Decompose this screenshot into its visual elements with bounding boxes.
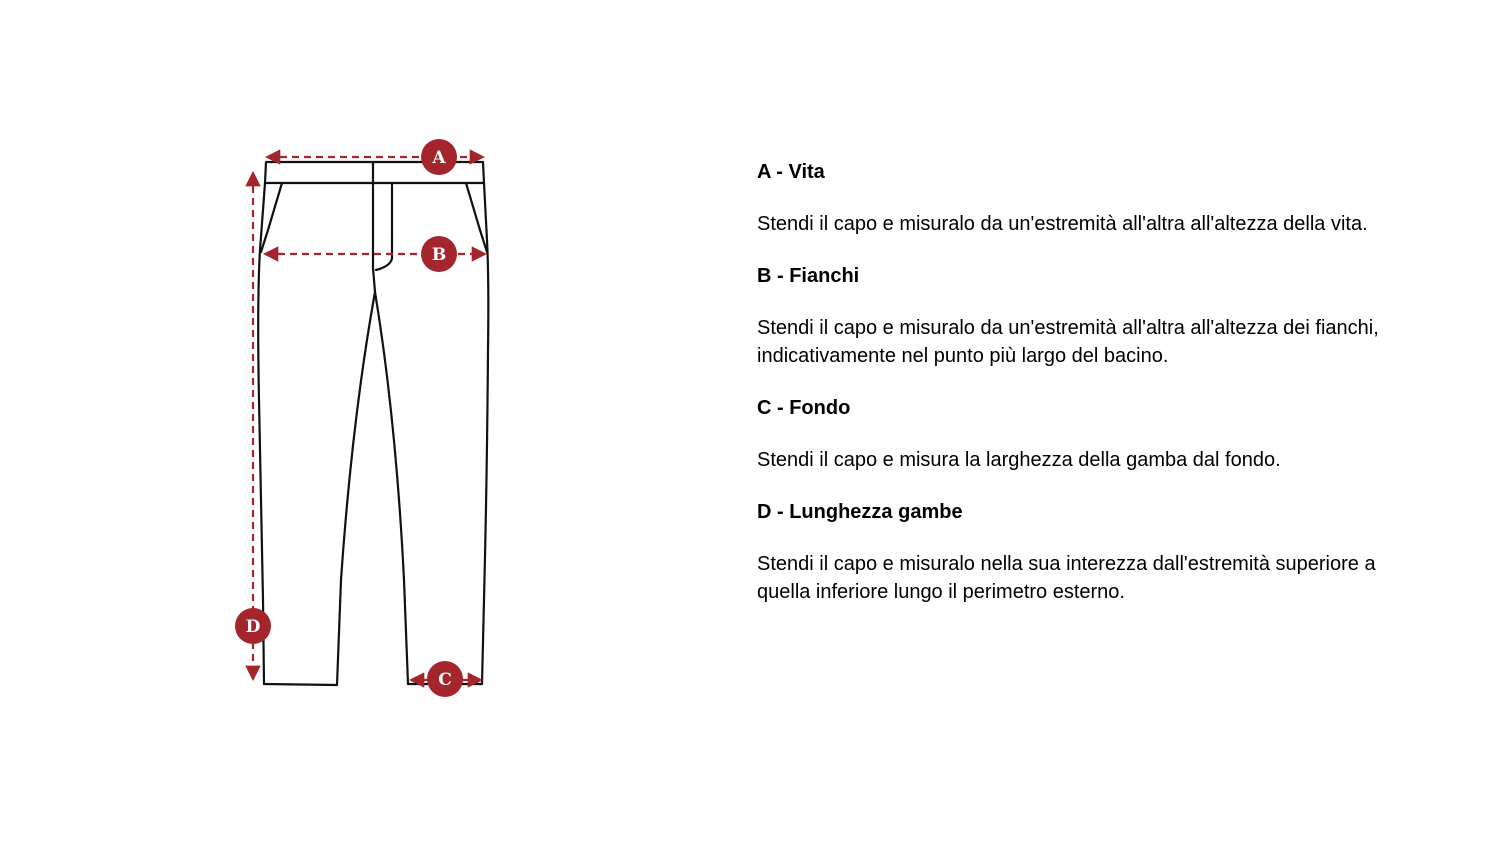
section-hips [757, 262, 1417, 370]
fly-stitch [376, 183, 392, 270]
left-inseam [337, 292, 375, 685]
badge-c [427, 661, 463, 697]
left-hem [264, 684, 337, 685]
right-outer-seam [482, 183, 488, 684]
section-heading: D - Lunghezza gambe [757, 501, 963, 523]
pants-outline [258, 162, 488, 685]
section-waist [757, 158, 1417, 238]
section-description: Stendi il capo e misuralo da un'estremità all'altra all'altezza dei fianchi, indicativamente nel punto più largo del bacino. [757, 317, 1379, 367]
badge-b [421, 236, 457, 272]
measurement-instructions [757, 158, 1417, 630]
badge-a [421, 139, 457, 175]
section-leg-length [757, 498, 1417, 606]
pants-measurement-diagram [0, 0, 760, 850]
section-hem [757, 394, 1417, 474]
section-description: Stendi il capo e misura la larghezza della gamba dal fondo. [757, 449, 1281, 471]
badge-a-label: A [432, 148, 446, 168]
center-seam [373, 162, 375, 292]
section-heading: B - Fianchi [757, 265, 860, 287]
badge-c-label: C [438, 670, 452, 690]
badge-b-label: B [431, 245, 447, 265]
badge-d-label: D [245, 617, 261, 637]
section-description: Stendi il capo e misuralo da un'estremità all'altra all'altezza della vita. [757, 213, 1368, 235]
section-heading: A - Vita [757, 161, 825, 183]
section-description: Stendi il capo e misuralo nella sua interezza dall'estremità superiore a quella inferiore lungo il perimetro esterno. [757, 553, 1376, 603]
section-heading: C - Fondo [757, 397, 851, 419]
right-inseam [375, 292, 408, 684]
badge-d [235, 608, 271, 644]
left-outer-seam [258, 183, 265, 684]
